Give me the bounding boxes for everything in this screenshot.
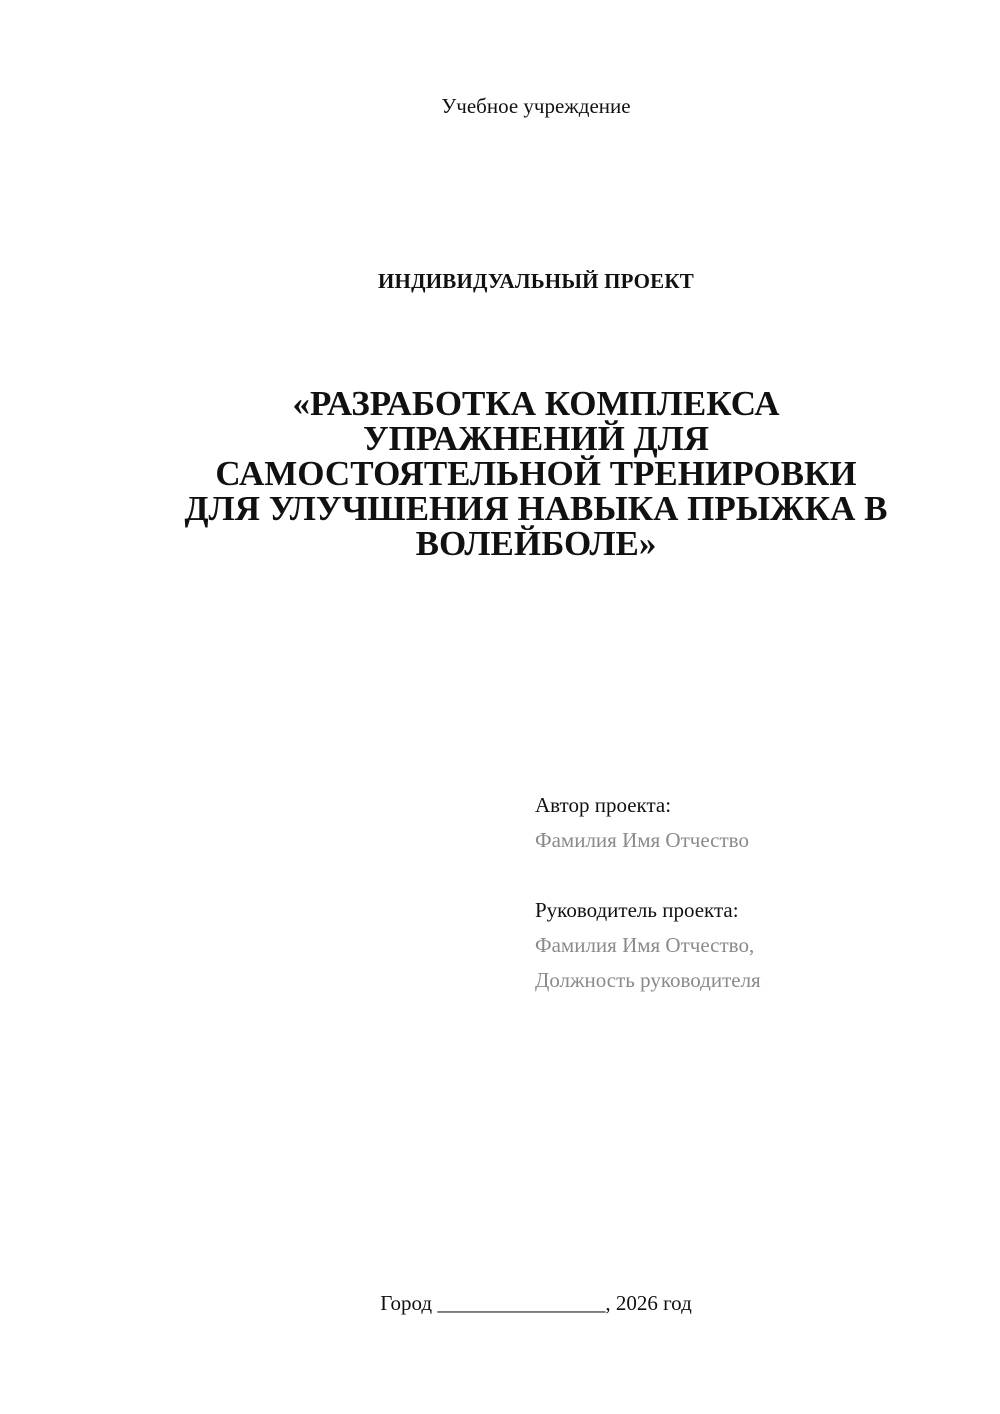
title-line: ДЛЯ УЛУЧШЕНИЯ НАВЫКА ПРЫЖКА В bbox=[184, 489, 888, 528]
supervisor-name: Фамилия Имя Отчество, bbox=[535, 933, 755, 957]
institution-name: Учебное учреждение bbox=[441, 94, 631, 118]
document-type: ИНДИВИДУАЛЬНЫЙ ПРОЕКТ bbox=[378, 269, 694, 293]
supervisor-label: Руководитель проекта: bbox=[535, 898, 739, 922]
title-line: УПРАЖНЕНИЙ ДЛЯ bbox=[362, 419, 710, 458]
city-year-line: Город ________________, 2026 год bbox=[380, 1291, 692, 1315]
project-title bbox=[130, 386, 942, 561]
title-line: «РАЗРАБОТКА КОМПЛЕКСА bbox=[292, 384, 780, 423]
title-line: ВОЛЕЙБОЛЕ» bbox=[415, 524, 657, 563]
author-block bbox=[535, 788, 975, 858]
supervisor-block bbox=[535, 893, 975, 998]
supervisor-position: Должность руководителя bbox=[535, 968, 761, 992]
author-name: Фамилия Имя Отчество bbox=[535, 828, 749, 852]
author-label: Автор проекта: bbox=[535, 793, 672, 817]
title-line: САМОСТОЯТЕЛЬНОЙ ТРЕНИРОВКИ bbox=[215, 454, 857, 493]
